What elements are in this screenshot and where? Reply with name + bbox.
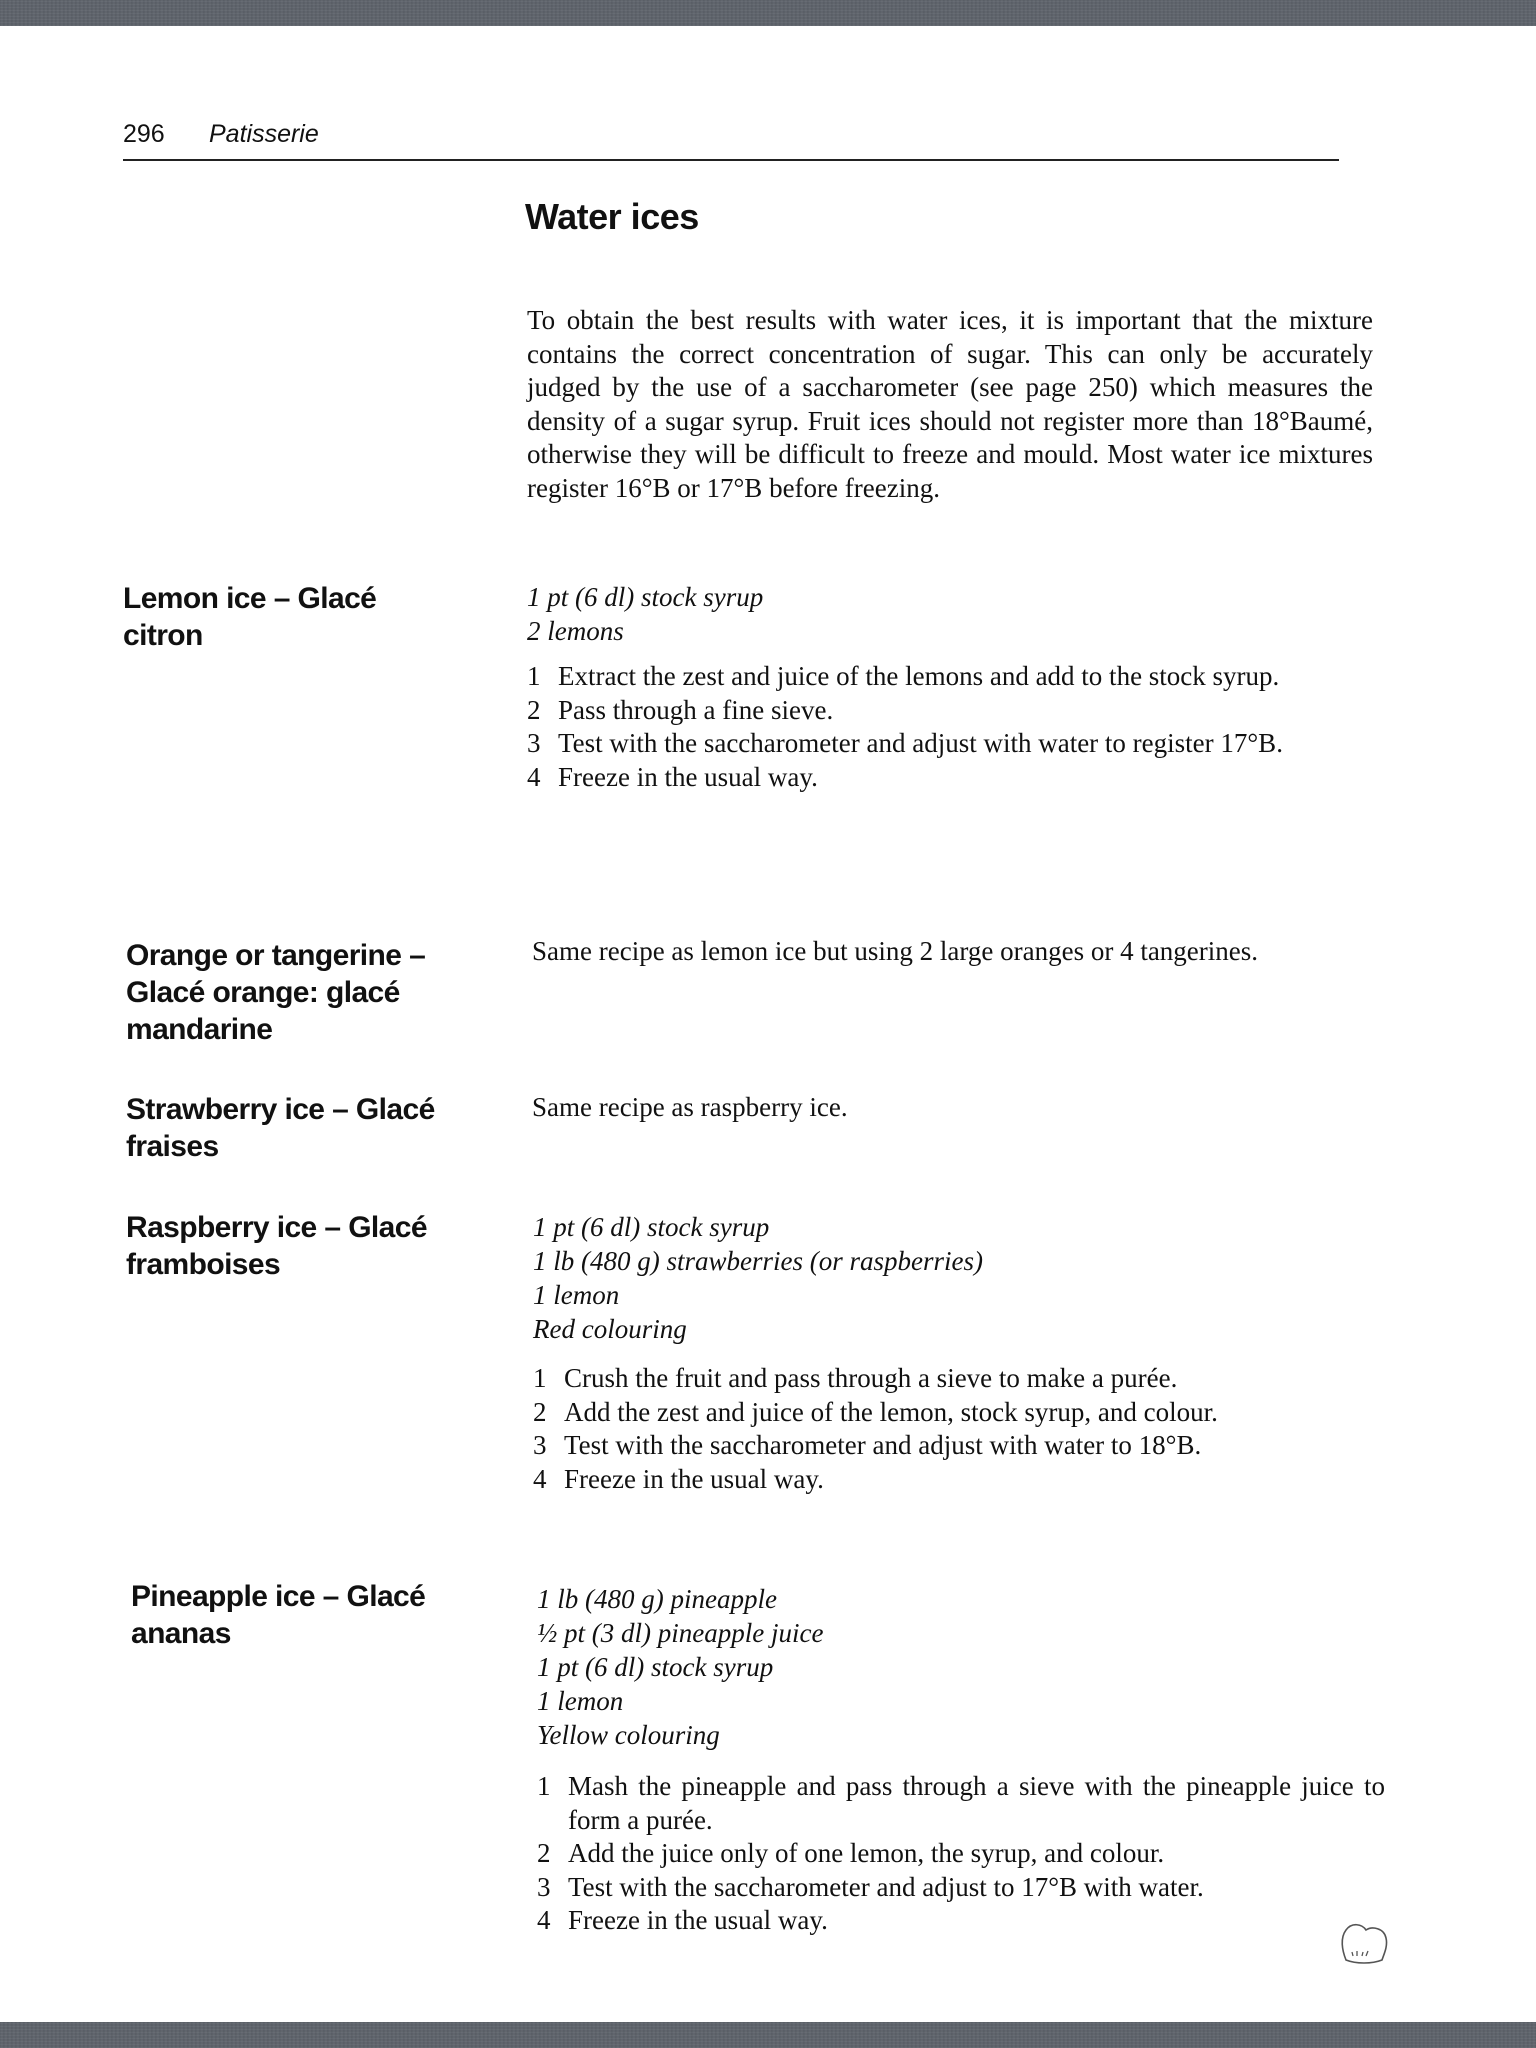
ingredient: 2 lemons [527,616,624,646]
chef-hat-icon [1338,1920,1390,1970]
recipe-heading-orange: Orange or tangerine – Glacé orange: glacé mandarine [126,939,426,1046]
step-number: 1 [527,661,541,691]
recipe-heading-strawberry: Strawberry ice – Glacé fraises [126,1093,435,1163]
step-number: 3 [537,1871,551,1902]
step-number: 2 [533,1396,547,1427]
step-number: 3 [533,1430,547,1460]
step-number: 4 [527,761,541,792]
step [533,1429,1393,1463]
step-number: 4 [537,1905,551,1935]
ingredients-pineapple [537,1582,823,1752]
step-text: Crush the fruit and pass through a sieve to make a purée. [564,1363,1178,1393]
ingredient: Red colouring [533,1314,687,1344]
step-text: Freeze in the usual way. [558,761,818,792]
step [527,694,1375,728]
ingredients-lemon [527,580,763,648]
step-text: Freeze in the usual way. [568,1905,828,1935]
step-text: Mash the pineapple and pass through a sieve with the pineapple juice to form a purée. [568,1771,1385,1835]
step [533,1396,1393,1430]
step-text: Extract the zest and juice of the lemons and add to the stock syrup. [558,661,1280,691]
page-number: 296 [123,120,165,148]
step [533,1463,1393,1497]
recipe-text-strawberry: Same recipe as raspberry ice. [532,1092,848,1122]
step [527,727,1375,761]
bottom-frame-bar [0,2022,1536,2048]
recipe-heading-pineapple: Pineapple ice – Glacé ananas [131,1580,426,1650]
ingredient: ½ pt (3 dl) pineapple juice [537,1618,824,1648]
step [527,761,1375,795]
step-number: 2 [537,1838,551,1868]
step-text: Add the juice only of one lemon, the syrup, and colour. [568,1838,1165,1868]
recipe-heading-raspberry: Raspberry ice – Glacé framboises [126,1211,427,1281]
step-text: Test with the saccharometer and adjust to 17°B with water. [568,1871,1204,1902]
recipe-text-orange: Same recipe as lemon ice but using 2 large oranges or 4 tangerines. [532,936,1259,966]
ingredient: Yellow colouring [537,1720,720,1750]
step-number: 1 [533,1363,547,1393]
steps-pineapple [537,1770,1385,1938]
ingredient: 1 pt (6 dl) stock syrup [527,582,764,612]
running-head [123,120,319,149]
step [537,1770,1385,1837]
step [537,1871,1385,1905]
header-rule [123,159,1339,161]
step-text: Freeze in the usual way. [564,1463,824,1494]
ingredient: 1 lb (480 g) strawberries (or raspberries) [533,1246,983,1276]
ingredients-raspberry [533,1210,983,1346]
steps-raspberry [533,1362,1393,1496]
ingredient: 1 lb (480 g) pineapple [537,1584,777,1614]
intro-paragraph: To obtain the best results with water ices, it is important that the mixture contains the correct concentration of sugar. This can only be accurately judged by the use of a saccharometer (see page 250) which measures the density of a sugar syrup. Fruit ices should not register more than 18°Baumé, otherwise they will be difficult to freeze and mould. Most water ice mixtures register 16°B or 17°B before freezing. [527,305,1373,503]
steps-lemon [527,660,1375,794]
section-title: Patisserie [209,120,319,148]
recipe-heading-lemon: Lemon ice – Glacé citron [123,582,377,652]
step-number: 3 [527,728,541,758]
ingredient: 1 pt (6 dl) stock syrup [537,1652,774,1682]
ingredient: 1 lemon [533,1280,620,1310]
step [533,1362,1393,1396]
ingredient: 1 pt (6 dl) stock syrup [533,1212,770,1242]
step [537,1837,1385,1871]
step-text: Add the zest and juice of the lemon, stock syrup, and colour. [564,1396,1218,1427]
step-number: 1 [537,1771,551,1801]
top-frame-bar [0,0,1536,26]
ingredient: 1 lemon [537,1686,624,1716]
step-text: Test with the saccharometer and adjust with water to register 17°B. [558,728,1283,758]
page-title: Water ices [525,196,699,237]
step [537,1904,1385,1938]
step-number: 4 [533,1463,547,1494]
step [527,660,1375,694]
step-number: 2 [527,694,541,725]
step-text: Test with the saccharometer and adjust with water to 18°B. [564,1430,1202,1460]
step-text: Pass through a fine sieve. [558,694,834,725]
